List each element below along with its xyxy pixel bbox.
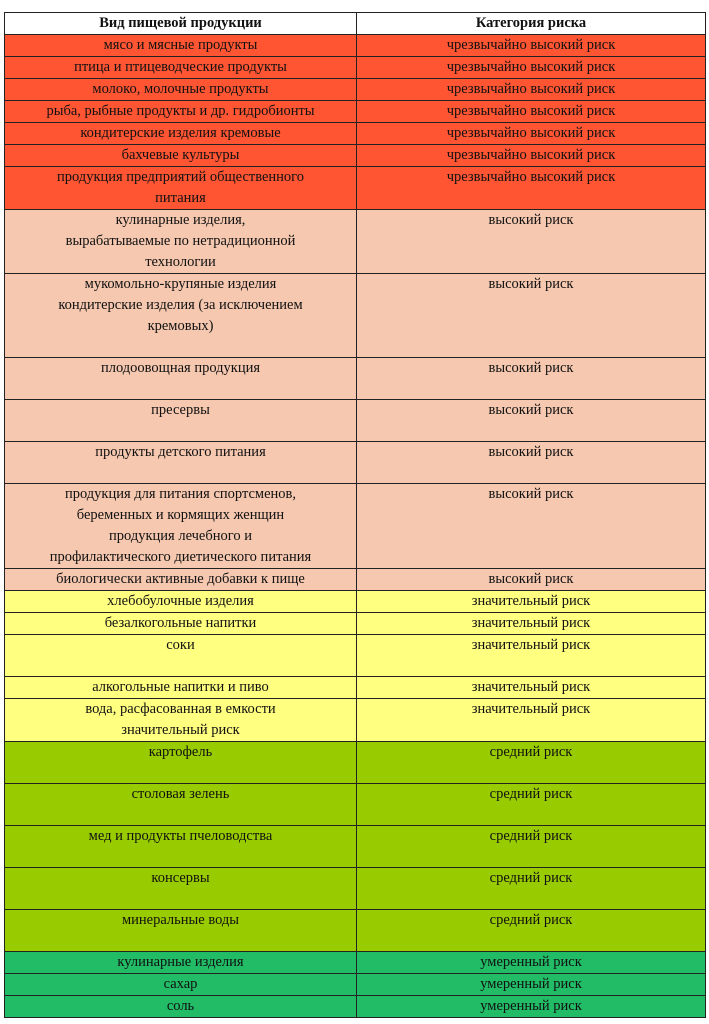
risk-category-cell: чрезвычайно высокий риск xyxy=(357,101,706,123)
table-row xyxy=(5,591,706,613)
product-type-cell: хлебобулочные изделия xyxy=(5,591,357,613)
table-row xyxy=(5,484,706,569)
risk-category-cell: высокий риск xyxy=(357,358,706,400)
product-type-cell: кулинарные изделия, вырабатываемые по нетрадиционной технологии xyxy=(5,210,357,274)
table-row xyxy=(5,677,706,699)
risk-category-cell: чрезвычайно высокий риск xyxy=(357,123,706,145)
table-row xyxy=(5,35,706,57)
product-type-cell: вода, расфасованная в емкости значительный риск xyxy=(5,699,357,742)
risk-category-cell: значительный риск xyxy=(357,699,706,742)
risk-category-cell: средний риск xyxy=(357,826,706,868)
risk-category-cell: высокий риск xyxy=(357,442,706,484)
risk-category-cell: высокий риск xyxy=(357,400,706,442)
product-type-cell: молоко, молочные продукты xyxy=(5,79,357,101)
product-type-cell: кондитерские изделия кремовые xyxy=(5,123,357,145)
risk-table-container xyxy=(4,12,705,1018)
product-type-cell: мед и продукты пчеловодства xyxy=(5,826,357,868)
table-row xyxy=(5,635,706,677)
product-type-cell: картофель xyxy=(5,742,357,784)
product-type-cell: продукция для питания спортсменов, беременных и кормящих женщин продукция лечебного и профилактического диетического питания xyxy=(5,484,357,569)
table-row xyxy=(5,145,706,167)
table-row xyxy=(5,868,706,910)
product-type-cell: кулинарные изделия xyxy=(5,952,357,974)
risk-category-cell: значительный риск xyxy=(357,591,706,613)
table-row xyxy=(5,742,706,784)
risk-category-cell: значительный риск xyxy=(357,677,706,699)
risk-category-cell: чрезвычайно высокий риск xyxy=(357,57,706,79)
risk-category-cell: высокий риск xyxy=(357,210,706,274)
risk-category-cell: средний риск xyxy=(357,784,706,826)
table-row xyxy=(5,699,706,742)
product-type-cell: столовая зелень xyxy=(5,784,357,826)
risk-category-cell: значительный риск xyxy=(357,613,706,635)
table-row xyxy=(5,400,706,442)
product-type-cell: продукция предприятий общественного питания xyxy=(5,167,357,210)
risk-category-cell: средний риск xyxy=(357,910,706,952)
risk-category-cell: чрезвычайно высокий риск xyxy=(357,79,706,101)
product-type-cell: консервы xyxy=(5,868,357,910)
product-type-cell: плодоовощная продукция xyxy=(5,358,357,400)
risk-category-cell: высокий риск xyxy=(357,274,706,358)
risk-category-cell: чрезвычайно высокий риск xyxy=(357,35,706,57)
product-type-cell: бахчевые культуры xyxy=(5,145,357,167)
table-row xyxy=(5,210,706,274)
product-type-cell: соки xyxy=(5,635,357,677)
table-row xyxy=(5,784,706,826)
risk-category-cell: умеренный риск xyxy=(357,952,706,974)
risk-category-table xyxy=(4,12,706,1018)
table-row xyxy=(5,79,706,101)
risk-category-cell: средний риск xyxy=(357,868,706,910)
product-type-cell: птица и птицеводческие продукты xyxy=(5,57,357,79)
table-row xyxy=(5,274,706,358)
header-risk-category: Категория риска xyxy=(357,13,706,35)
product-type-cell: пресервы xyxy=(5,400,357,442)
risk-category-cell: значительный риск xyxy=(357,635,706,677)
table-row xyxy=(5,57,706,79)
product-type-cell: сахар xyxy=(5,974,357,996)
table-row xyxy=(5,123,706,145)
product-type-cell: мясо и мясные продукты xyxy=(5,35,357,57)
product-type-cell: продукты детского питания xyxy=(5,442,357,484)
product-type-cell: соль xyxy=(5,996,357,1018)
table-row xyxy=(5,826,706,868)
product-type-cell: алкогольные напитки и пиво xyxy=(5,677,357,699)
table-header-row xyxy=(5,13,706,35)
product-type-cell: рыба, рыбные продукты и др. гидробионты xyxy=(5,101,357,123)
table-body xyxy=(5,35,706,1018)
risk-category-cell: средний риск xyxy=(357,742,706,784)
risk-category-cell: умеренный риск xyxy=(357,974,706,996)
risk-category-cell: чрезвычайно высокий риск xyxy=(357,167,706,210)
table-row xyxy=(5,952,706,974)
table-row xyxy=(5,101,706,123)
product-type-cell: безалкогольные напитки xyxy=(5,613,357,635)
table-row xyxy=(5,910,706,952)
product-type-cell: биологически активные добавки к пище xyxy=(5,569,357,591)
risk-category-cell: умеренный риск xyxy=(357,996,706,1018)
risk-category-cell: высокий риск xyxy=(357,484,706,569)
product-type-cell: минеральные воды xyxy=(5,910,357,952)
header-product-type: Вид пищевой продукции xyxy=(5,13,357,35)
product-type-cell: мукомольно-крупяные изделия кондитерские изделия (за исключением кремовых) xyxy=(5,274,357,358)
table-row xyxy=(5,974,706,996)
table-row xyxy=(5,613,706,635)
table-row xyxy=(5,442,706,484)
risk-category-cell: чрезвычайно высокий риск xyxy=(357,145,706,167)
table-row xyxy=(5,996,706,1018)
table-row xyxy=(5,569,706,591)
risk-category-cell: высокий риск xyxy=(357,569,706,591)
table-row xyxy=(5,167,706,210)
table-row xyxy=(5,358,706,400)
